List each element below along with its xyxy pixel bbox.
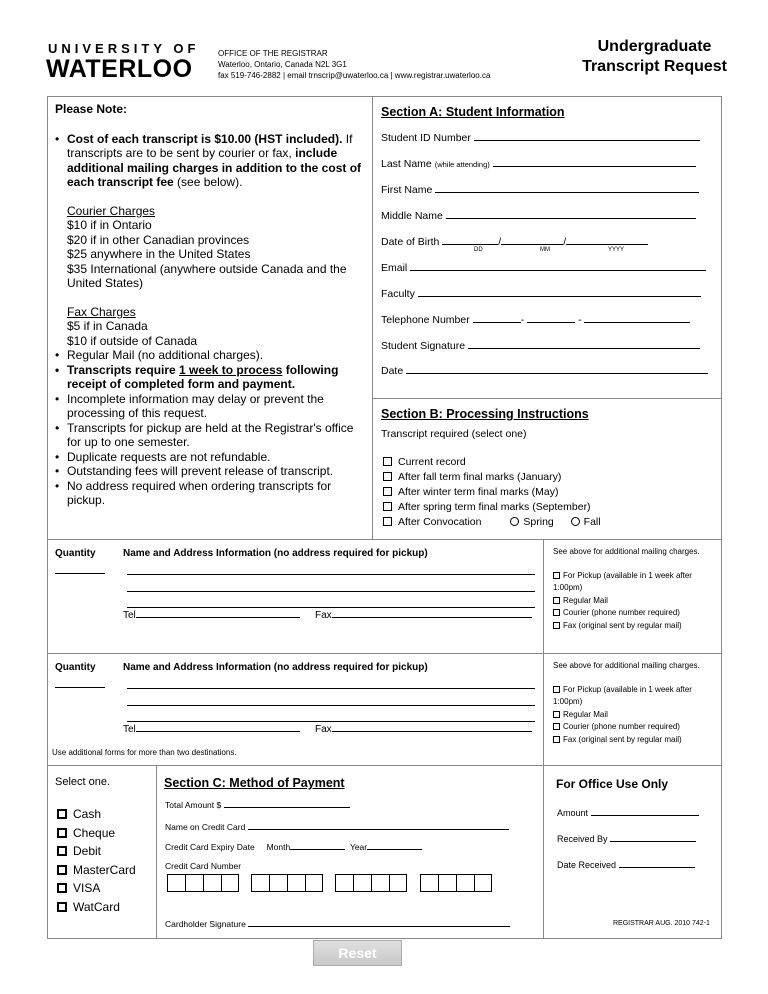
courier-item: $10 if in Ontario bbox=[67, 218, 152, 232]
mail-option[interactable] bbox=[553, 595, 718, 608]
method-label: WatCard bbox=[73, 899, 120, 914]
process-u: 1 week to process bbox=[179, 362, 283, 377]
name-on-card-field[interactable] bbox=[165, 820, 509, 832]
section-a-heading: Section A: Student Information bbox=[381, 105, 565, 119]
checkbox[interactable] bbox=[57, 902, 67, 912]
received-by-label: Received By bbox=[557, 834, 608, 844]
mail-option[interactable] bbox=[553, 721, 718, 734]
office-info bbox=[218, 48, 490, 81]
address-line[interactable] bbox=[127, 565, 535, 575]
cost-text: If transcripts are to be sent by courier or fax, bbox=[67, 131, 353, 160]
method-label: Cash bbox=[73, 807, 102, 821]
office-use-heading: For Office Use Only bbox=[556, 777, 669, 791]
holder-label: Cardholder Signature bbox=[165, 919, 246, 929]
method-label: VISA bbox=[73, 881, 101, 895]
cardholder-signature-field[interactable] bbox=[165, 917, 510, 929]
telephone-label: Telephone Number bbox=[381, 314, 470, 326]
method-debit[interactable] bbox=[57, 842, 136, 861]
logo-university-of: UNIVERSITY OF bbox=[48, 41, 200, 56]
address-line[interactable] bbox=[127, 679, 535, 689]
name-address-label: Name and Address Information (no address required for pickup) bbox=[123, 548, 428, 559]
mail-option[interactable] bbox=[553, 570, 718, 595]
fall-label: Fall bbox=[583, 516, 601, 528]
checkbox[interactable] bbox=[383, 472, 392, 481]
fax-item: $10 if outside of Canada bbox=[67, 333, 198, 348]
section-c-heading: Section C: Method of Payment bbox=[164, 776, 345, 790]
last-name-sub: (while attending) bbox=[434, 160, 490, 169]
tel-field[interactable] bbox=[123, 608, 300, 621]
checkbox[interactable] bbox=[57, 846, 67, 856]
option-label: After winter term final marks (May) bbox=[398, 486, 559, 498]
see-above: See above for additional mailing charges. bbox=[553, 547, 700, 556]
checkbox[interactable] bbox=[553, 711, 560, 718]
last-name-field[interactable] bbox=[381, 157, 696, 170]
payment-methods bbox=[57, 805, 136, 916]
tel-label: Tel bbox=[123, 610, 136, 621]
courier-item: $25 anywhere in the United States bbox=[67, 247, 251, 261]
office-address: Waterloo, Ontario, Canada N2L 3G1 bbox=[218, 60, 347, 69]
mail-option[interactable] bbox=[553, 734, 718, 747]
office-received-by-field bbox=[557, 832, 696, 844]
expiry-field[interactable] bbox=[165, 840, 422, 852]
select-one-label: Select one. bbox=[55, 776, 111, 788]
mail-option-label: Regular Mail bbox=[563, 595, 608, 605]
cost-bold: Cost of each transcript is $10.00 (HST included). bbox=[67, 131, 343, 146]
checkbox[interactable] bbox=[553, 686, 560, 693]
student-id-field[interactable] bbox=[381, 131, 700, 144]
checkbox[interactable] bbox=[383, 502, 392, 511]
radio-icon[interactable] bbox=[510, 517, 519, 526]
month-label: Month bbox=[266, 842, 291, 852]
page-title bbox=[582, 37, 727, 77]
name-cc-label: Name on Credit Card bbox=[165, 822, 246, 832]
method-cheque[interactable] bbox=[57, 824, 136, 843]
last-name-label: Last Name bbox=[381, 158, 432, 170]
middle-name-field[interactable] bbox=[381, 209, 696, 222]
address-line[interactable] bbox=[127, 598, 535, 608]
cost-note bbox=[55, 132, 365, 190]
mailing-options-2 bbox=[553, 660, 718, 746]
checkbox[interactable] bbox=[553, 723, 560, 730]
courier-heading: Courier Charges bbox=[67, 203, 156, 218]
mail-option[interactable] bbox=[553, 684, 718, 709]
office-amount-label: Amount bbox=[557, 808, 589, 818]
expiry-label: Credit Card Expiry Date bbox=[165, 842, 255, 852]
processing-options bbox=[383, 455, 601, 530]
mail-option-label: Fax (original sent by regular mail) bbox=[563, 620, 682, 630]
tel-label: Tel bbox=[123, 724, 136, 735]
total-amount-field[interactable] bbox=[165, 798, 350, 810]
mail-option[interactable] bbox=[553, 620, 718, 633]
dob-mm: MM bbox=[540, 247, 550, 253]
additional-forms-note: Use additional forms for more than two destinations. bbox=[52, 748, 237, 757]
note-bullet: • No address required when ordering transcripts for pickup. bbox=[55, 479, 365, 508]
option-winter[interactable] bbox=[383, 485, 601, 500]
please-note bbox=[55, 102, 365, 508]
cc-number-label: Credit Card Number bbox=[165, 861, 242, 871]
checkbox[interactable] bbox=[383, 517, 392, 526]
fax-label: Fax bbox=[315, 610, 332, 621]
mail-option-label: For Pickup (available in 1 week after 1:00pm) bbox=[553, 570, 692, 592]
mail-option-label: Courier (phone number required) bbox=[563, 608, 680, 617]
method-label: MasterCard bbox=[73, 862, 136, 877]
mail-option-label: Regular Mail bbox=[563, 709, 608, 719]
note-bullet: • Duplicate requests are not refundable. bbox=[55, 450, 365, 465]
telephone-field[interactable]: Telephone Number - - bbox=[381, 313, 690, 326]
address-line[interactable] bbox=[127, 582, 535, 592]
logo-waterloo: WATERLOO bbox=[46, 55, 193, 83]
method-mastercard[interactable] bbox=[57, 861, 136, 880]
method-watcard[interactable] bbox=[57, 898, 136, 917]
fax-heading: Fax Charges bbox=[67, 304, 136, 319]
address-line[interactable] bbox=[127, 712, 535, 722]
checkbox[interactable] bbox=[57, 828, 67, 838]
option-label: Current record bbox=[398, 456, 466, 468]
regular-mail-note: • Regular Mail (no additional charges). bbox=[55, 348, 365, 363]
date-label: Date bbox=[381, 365, 404, 377]
option-convocation[interactable] bbox=[383, 515, 601, 530]
address-line[interactable] bbox=[127, 696, 535, 706]
title-line-1: Undergraduate bbox=[597, 38, 712, 55]
dob-yyyy: YYYY bbox=[608, 247, 625, 253]
office-use-box bbox=[543, 765, 722, 939]
date-received-label: Date Received bbox=[557, 860, 617, 870]
total-label: Total Amount $ bbox=[165, 800, 222, 810]
quantity-input[interactable] bbox=[55, 678, 105, 688]
office-amount-field bbox=[557, 806, 699, 818]
checkbox[interactable] bbox=[553, 736, 560, 743]
signature-label: Student Signature bbox=[381, 340, 466, 352]
checkbox[interactable] bbox=[383, 487, 392, 496]
method-label: Cheque bbox=[73, 825, 116, 840]
dob-label: Date of Birth bbox=[381, 236, 440, 248]
mail-option[interactable] bbox=[553, 607, 718, 620]
process-a: Transcripts require bbox=[67, 362, 180, 377]
date-field[interactable] bbox=[381, 364, 708, 377]
checkbox[interactable] bbox=[383, 457, 392, 466]
cost-bold-2: include additional mailing charges in addition to the cost of each transcript fee bbox=[67, 146, 362, 189]
mail-option[interactable] bbox=[553, 709, 718, 722]
note-heading: Please Note: bbox=[55, 102, 128, 116]
option-current[interactable] bbox=[383, 455, 601, 470]
quantity-input[interactable] bbox=[55, 564, 105, 574]
method-label: Debit bbox=[73, 844, 102, 858]
checkbox[interactable] bbox=[553, 597, 560, 604]
checkbox[interactable] bbox=[57, 809, 67, 819]
checkbox[interactable] bbox=[57, 865, 67, 875]
fax-label: Fax bbox=[315, 724, 332, 735]
cc-group-2[interactable] bbox=[251, 874, 323, 892]
section-b-heading: Section B: Processing Instructions bbox=[381, 407, 589, 421]
checkbox[interactable] bbox=[553, 609, 560, 616]
fax-item: $5 if in Canada bbox=[67, 319, 148, 333]
office-name: OFFICE OF THE REGISTRAR bbox=[218, 49, 328, 58]
see-above: See above for additional mailing charges. bbox=[553, 661, 700, 670]
checkbox[interactable] bbox=[57, 883, 67, 893]
middle-name-label: Middle Name bbox=[381, 210, 443, 222]
email-field[interactable] bbox=[381, 261, 706, 274]
option-label: After Convocation bbox=[398, 516, 482, 528]
dob-field[interactable]: Date of Birth / / bbox=[381, 235, 648, 248]
quantity-label: Quantity bbox=[55, 662, 96, 673]
mailing-options-1 bbox=[553, 546, 718, 632]
method-visa[interactable] bbox=[57, 879, 136, 898]
form-code: REGISTRAR AUG. 2010 742-1 bbox=[613, 920, 710, 927]
student-id-label: Student ID Number bbox=[381, 132, 471, 144]
note-bullet: • Incomplete information may delay or prevent the processing of this request. bbox=[55, 392, 365, 421]
section-c-box bbox=[156, 765, 544, 939]
process-b: following receipt of completed form and payment. bbox=[67, 362, 339, 391]
year-label: Year bbox=[349, 842, 368, 852]
option-spring[interactable] bbox=[383, 500, 601, 515]
option-label: After fall term final marks (January) bbox=[398, 471, 562, 483]
note-bullet: • Transcripts for pickup are held at the Registrar's office for up to one semester. bbox=[55, 421, 365, 450]
dob-dd: DD bbox=[474, 247, 483, 253]
option-fall[interactable] bbox=[383, 470, 601, 485]
first-name-field[interactable] bbox=[381, 183, 699, 196]
tel-field[interactable] bbox=[123, 722, 300, 735]
courier-item: $20 if in other Canadian provinces bbox=[67, 232, 250, 247]
radio-icon[interactable] bbox=[571, 517, 580, 526]
office-contact: fax 519-746-2882 | email trnscrip@uwaterloo.ca | www.registrar.uwaterloo.ca bbox=[218, 71, 491, 80]
section-b-sub: Transcript required (select one) bbox=[381, 428, 527, 440]
mail-option-label: For Pickup (available in 1 week after 1:00pm) bbox=[553, 684, 692, 706]
quantity-label: Quantity bbox=[55, 548, 96, 559]
office-date-received-field bbox=[557, 858, 695, 870]
courier-item: $35 International (anywhere outside Canada and the United States) bbox=[67, 261, 347, 290]
title-line-2: Transcript Request bbox=[582, 58, 727, 75]
spring-label: Spring bbox=[523, 516, 554, 528]
process-note bbox=[55, 363, 365, 392]
name-address-label: Name and Address Information (no address required for pickup) bbox=[123, 662, 428, 673]
first-name-label: First Name bbox=[381, 184, 433, 196]
cc-group-3[interactable] bbox=[335, 874, 407, 892]
radio-fall[interactable] bbox=[571, 516, 601, 528]
email-label: Email bbox=[381, 262, 408, 274]
note-bullet: • Outstanding fees will prevent release of transcript. bbox=[55, 464, 365, 479]
fax-field[interactable] bbox=[315, 722, 532, 735]
option-label: After spring term final marks (September) bbox=[398, 501, 591, 513]
mail-option-label: Courier (phone number required) bbox=[563, 722, 680, 731]
faculty-label: Faculty bbox=[381, 288, 415, 300]
signature-field[interactable] bbox=[381, 339, 700, 352]
checkbox[interactable] bbox=[553, 572, 560, 579]
mail-option-label: Fax (original sent by regular mail) bbox=[563, 734, 682, 744]
cc-group-4[interactable] bbox=[420, 874, 492, 892]
checkbox[interactable] bbox=[553, 622, 560, 629]
reset-button[interactable]: Reset bbox=[313, 940, 402, 966]
cost-text-2: (see below). bbox=[173, 175, 243, 189]
cc-group-1[interactable] bbox=[167, 874, 239, 892]
faculty-field[interactable] bbox=[381, 287, 701, 300]
radio-spring[interactable] bbox=[510, 516, 553, 528]
method-cash[interactable] bbox=[57, 805, 136, 824]
fax-field[interactable] bbox=[315, 608, 532, 621]
